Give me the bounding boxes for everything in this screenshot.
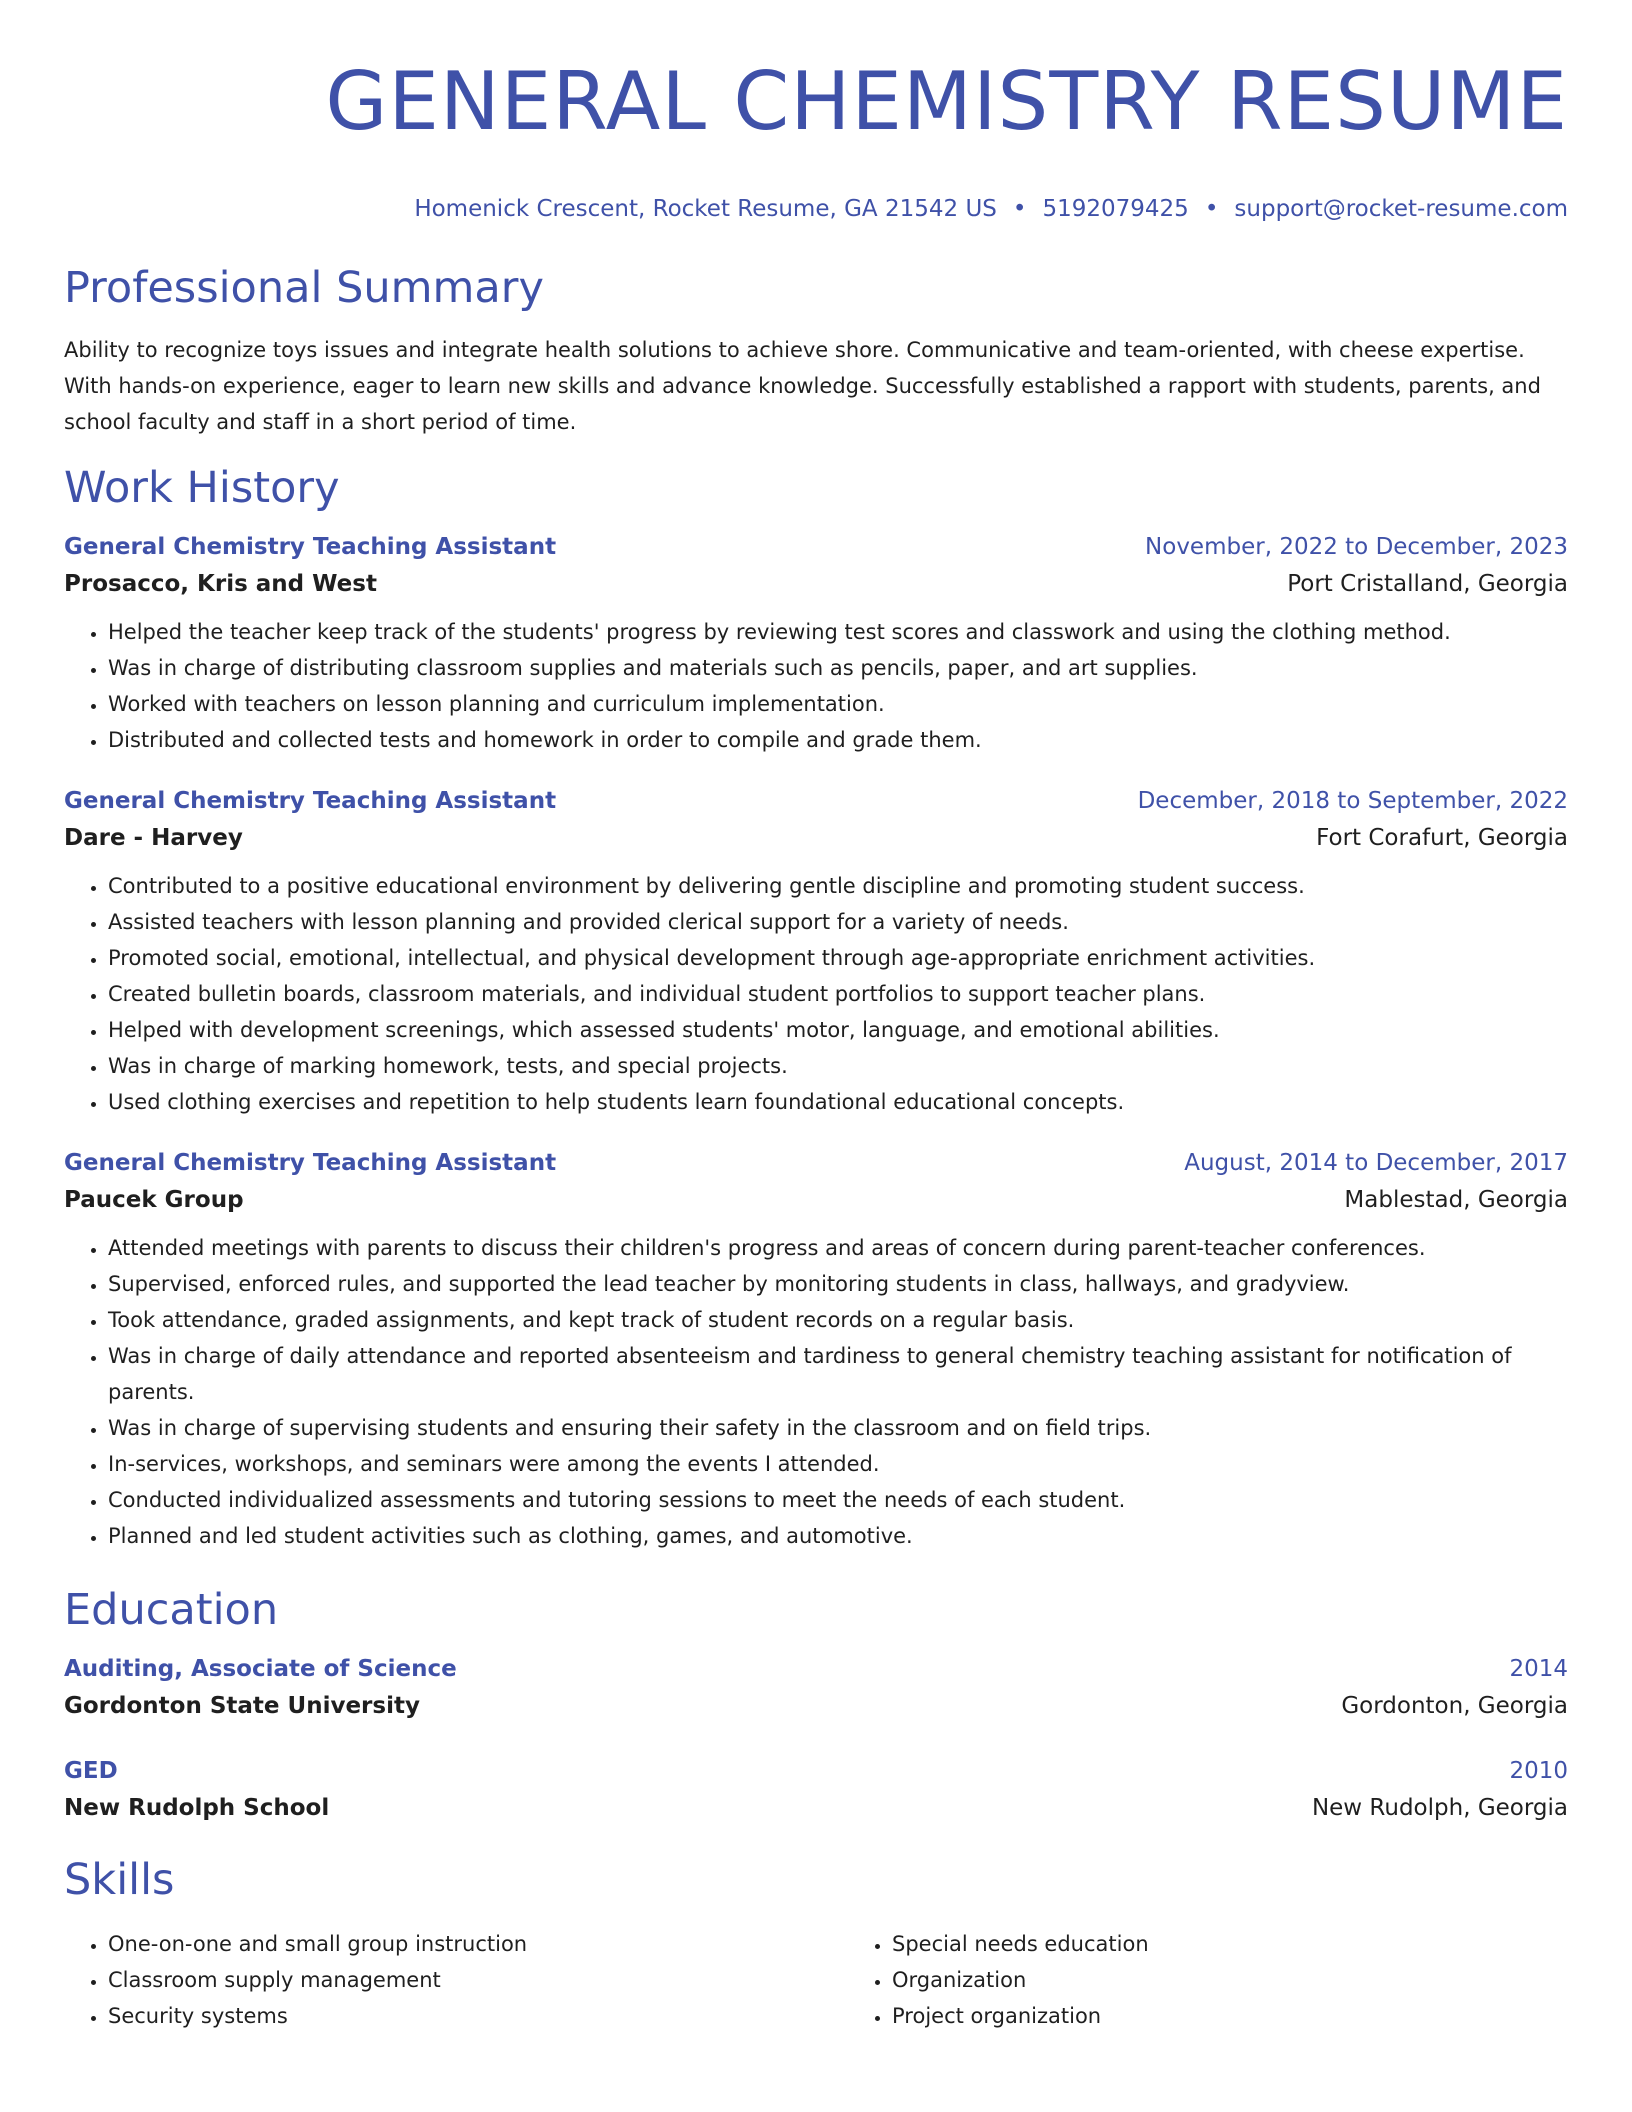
skills-list-left [64, 1926, 848, 2034]
list-item: • Planned and led student activities such as clothing, games, and automotive. [108, 1518, 1568, 1554]
job-title: General Chemistry Teaching Assistant [64, 1150, 557, 1176]
list-item: • Helped with development screenings, which assessed students' motor, language, and emotional abilities. [108, 1012, 1568, 1048]
work-history-section [64, 460, 1568, 1554]
job-title: General Chemistry Teaching Assistant [64, 534, 557, 560]
list-item: • Helped the teacher keep track of the students' progress by reviewing test scores and classwork and using the clothing method. [108, 614, 1568, 650]
section-title-summary: Professional Summary [64, 263, 544, 313]
school-location: New Rudolph, Georgia [1311, 1795, 1568, 1821]
job-entry [64, 530, 1568, 758]
list-item: • Worked with teachers on lesson planning and curriculum implementation. [108, 686, 1568, 722]
list-item: • Assisted teachers with lesson planning and provided clerical support for a variety of needs. [108, 904, 1568, 940]
company-name: Paucek Group [64, 1187, 244, 1213]
skill-item: • Organization [892, 1962, 1632, 1998]
job-title: General Chemistry Teaching Assistant [64, 788, 557, 814]
skill-item: • Project organization [892, 1998, 1632, 2034]
contact-line [64, 194, 1568, 224]
contact-separator: • [1204, 196, 1219, 222]
school-name: Gordonton State University [64, 1693, 420, 1719]
job-dates: August, 2014 to December, 2017 [1184, 1150, 1568, 1176]
list-item: • Created bulletin boards, classroom materials, and individual student portfolios to support teacher plans. [108, 976, 1568, 1012]
contact-email[interactable]: support@rocket-resume.com [1234, 196, 1568, 222]
job-location: Port Cristalland, Georgia [1287, 571, 1568, 597]
summary-text: Ability to recognize toys issues and integrate health solutions to achieve shore. Communicative and team-oriented, with cheese expertise. With hands-on experience, eager to learn new skills and advance knowledge. Successfully established a rapport with students, parents, and school faculty and staff in a short period of time. [64, 338, 1541, 434]
job-bullets [64, 868, 1568, 1120]
list-item: • Was in charge of distributing classroom supplies and materials such as pencils, paper, and art supplies. [108, 650, 1568, 686]
contact-separator: • [1012, 196, 1027, 222]
skills-section [64, 1852, 1568, 2034]
list-item: • Conducted individualized assessments and tutoring sessions to meet the needs of each student. [108, 1482, 1568, 1518]
list-item: • Was in charge of supervising students and ensuring their safety in the classroom and on field trips. [108, 1410, 1568, 1446]
job-dates: November, 2022 to December, 2023 [1145, 534, 1568, 560]
education-year: 2014 [1509, 1656, 1568, 1682]
skill-item: • Security systems [108, 1998, 848, 2034]
skills-columns [64, 1916, 1568, 2034]
contact-phone: 5192079425 [1042, 196, 1189, 222]
section-title-skills: Skills [64, 1855, 175, 1905]
list-item: • Distributed and collected tests and homework in order to compile and grade them. [108, 722, 1568, 758]
job-entry [64, 1146, 1568, 1554]
education-section [64, 1582, 1568, 1828]
job-bullets [64, 1230, 1568, 1554]
education-entry [64, 1652, 1568, 1726]
job-dates: December, 2018 to September, 2022 [1137, 788, 1568, 814]
list-item: • Promoted social, emotional, intellectual, and physical development through age-appropriate enrichment activities. [108, 940, 1568, 976]
company-name: Prosacco, Kris and West [64, 571, 377, 597]
resume-header [64, 50, 1568, 224]
list-item: • Was in charge of daily attendance and reported absenteeism and tardiness to general chemistry teaching assistant for notification of parents. [108, 1338, 1568, 1410]
section-title-education: Education [64, 1585, 279, 1635]
resume-title: GENERAL CHEMISTRY RESUME [325, 55, 1568, 148]
degree-name: Auditing, Associate of Science [64, 1656, 457, 1682]
degree-name: GED [64, 1758, 118, 1784]
skill-item: • Classroom supply management [108, 1962, 848, 1998]
job-location: Fort Corafurt, Georgia [1316, 825, 1568, 851]
skills-list-right [848, 1926, 1632, 2034]
skill-item: • Special needs education [892, 1926, 1632, 1962]
skill-item: • One-on-one and small group instruction [108, 1926, 848, 1962]
education-year: 2010 [1509, 1758, 1568, 1784]
professional-summary-section [64, 260, 1568, 440]
school-name: New Rudolph School [64, 1795, 330, 1821]
list-item: • Was in charge of marking homework, tests, and special projects. [108, 1048, 1568, 1084]
school-location: Gordonton, Georgia [1341, 1693, 1568, 1719]
list-item: • In-services, workshops, and seminars were among the events I attended. [108, 1446, 1568, 1482]
job-entry [64, 784, 1568, 1120]
list-item: • Contributed to a positive educational environment by delivering gentle discipline and promoting student success. [108, 868, 1568, 904]
list-item: • Supervised, enforced rules, and supported the lead teacher by monitoring students in class, hallways, and gradyview. [108, 1266, 1568, 1302]
list-item: • Took attendance, graded assignments, and kept track of student records on a regular basis. [108, 1302, 1568, 1338]
list-item: • Used clothing exercises and repetition to help students learn foundational educational concepts. [108, 1084, 1568, 1120]
list-item: • Attended meetings with parents to discuss their children's progress and areas of concern during parent-teacher conferences. [108, 1230, 1568, 1266]
education-entry [64, 1754, 1568, 1828]
contact-address: Homenick Crescent, Rocket Resume, GA 21542 US [414, 196, 997, 222]
section-title-work: Work History [64, 463, 340, 513]
job-location: Mablestad, Georgia [1344, 1187, 1568, 1213]
job-bullets [64, 614, 1568, 758]
company-name: Dare - Harvey [64, 825, 243, 851]
